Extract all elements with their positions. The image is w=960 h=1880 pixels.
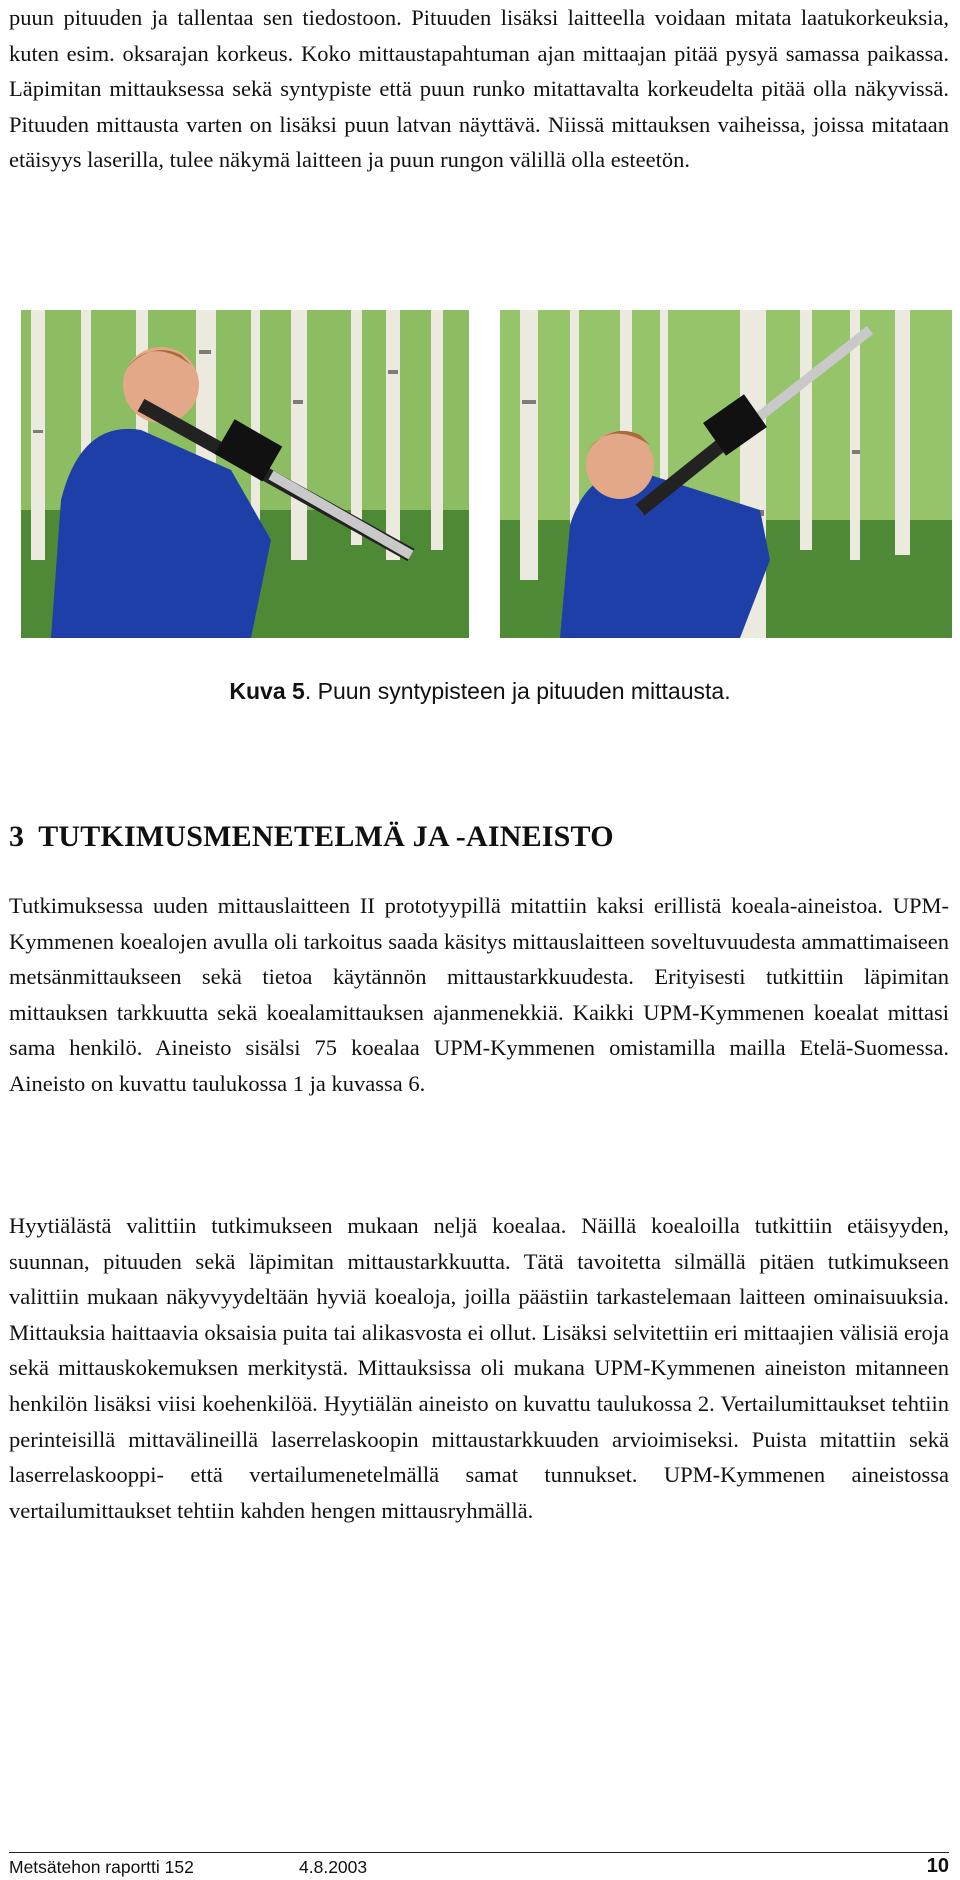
section-heading	[9, 820, 614, 854]
page-footer	[9, 1852, 949, 1879]
section-number: 3	[9, 820, 25, 853]
photo-measuring-tree-height	[500, 310, 952, 638]
footer-date: 4.8.2003	[299, 1857, 368, 1877]
intro-paragraph: puun pituuden ja tallentaa sen tiedostoon. Pituuden lisäksi laitteella voidaan mitata laatukorkeuksia, kuten esim. oksarajan korkeus. Koko mittaustapahtuman ajan mittaajan pitää pysyä samassa paikassa. Läpimitan mittauksessa sekä syntypiste että puun runko mitattavalta korkeudelta pitää olla näkyvissä. Pituuden mittausta varten on lisäksi puun latvan näyttävä. Niissä mittauksen vaiheissa, joissa mitataan etäisyys laserilla, tulee näkymä laitteen ja puun rungon välillä olla esteetön.	[9, 5, 949, 173]
footer-publication: Metsätehon raportti 152	[9, 1857, 194, 1877]
photo-measuring-base-point	[21, 310, 469, 638]
figure-caption	[0, 678, 960, 705]
figure-caption-text: . Puun syntypisteen ja pituuden mittausta.	[304, 678, 731, 704]
section-title: TUTKIMUSMENETELMÄ JA -AINEISTO	[38, 820, 614, 853]
page-number: 10	[926, 1855, 949, 1877]
body-paragraph: Tutkimuksessa uuden mittauslaitteen II prototyypillä mitattiin kaksi erillistä koeala-aineistoa. UPM-Kymmenen koealojen avulla oli tarkoitus saada käsitys mittauslaitteen soveltuvuudesta ammattimaiseen metsänmittaukseen sekä tietoa käytännön mittaustarkkuudesta. Erityisesti tutkittiin läpimitan mittauksen tarkkuutta sekä koealamittauksen ajanmenekkiä. Kaikki UPM-Kymmenen koealat mittasi sama henkilö. Aineisto sisälsi 75 koealaa UPM-Kymmenen omistamilla mailla Etelä-Suomessa. Aineisto on kuvattu taulukossa 1 ja kuvassa 6.	[9, 893, 949, 1096]
body-paragraph: Hyytiälästä valittiin tutkimukseen mukaan neljä koealaa. Näillä koealoilla tutkittiin etäisyyden, suunnan, pituuden sekä läpimitan mittaustarkkuutta. Tätä tavoitetta silmällä pitäen tutkimukseen valittiin mukaan näkyvyydeltään hyviä koealoja, joilla päästiin tarkastelemaan laitteen ominaisuuksia. Mittauksia haittaavia oksaisia puita tai alikasvosta ei ollut. Lisäksi selvitettiin eri mittaajien välisiä eroja sekä mittauskokemuksen merkitystä. Mittauksissa oli mukana UPM-Kymmenen aineiston mitanneen henkilön lisäksi viisi koehenkilöä. Hyytiälän aineisto on kuvattu taulukossa 2. Vertailumittaukset tehtiin perinteisillä mittavälineillä laserrelaskoopin mittaustarkkuuden arvioimiseksi. Puista mitattiin sekä laserrelaskooppi- että vertailumenetelmällä samat tunnukset. UPM-Kymmenen aineistossa vertailumittaukset tehtiin kahden hengen mittausryhmällä.	[9, 1213, 949, 1523]
figure-label: Kuva 5	[229, 678, 305, 704]
